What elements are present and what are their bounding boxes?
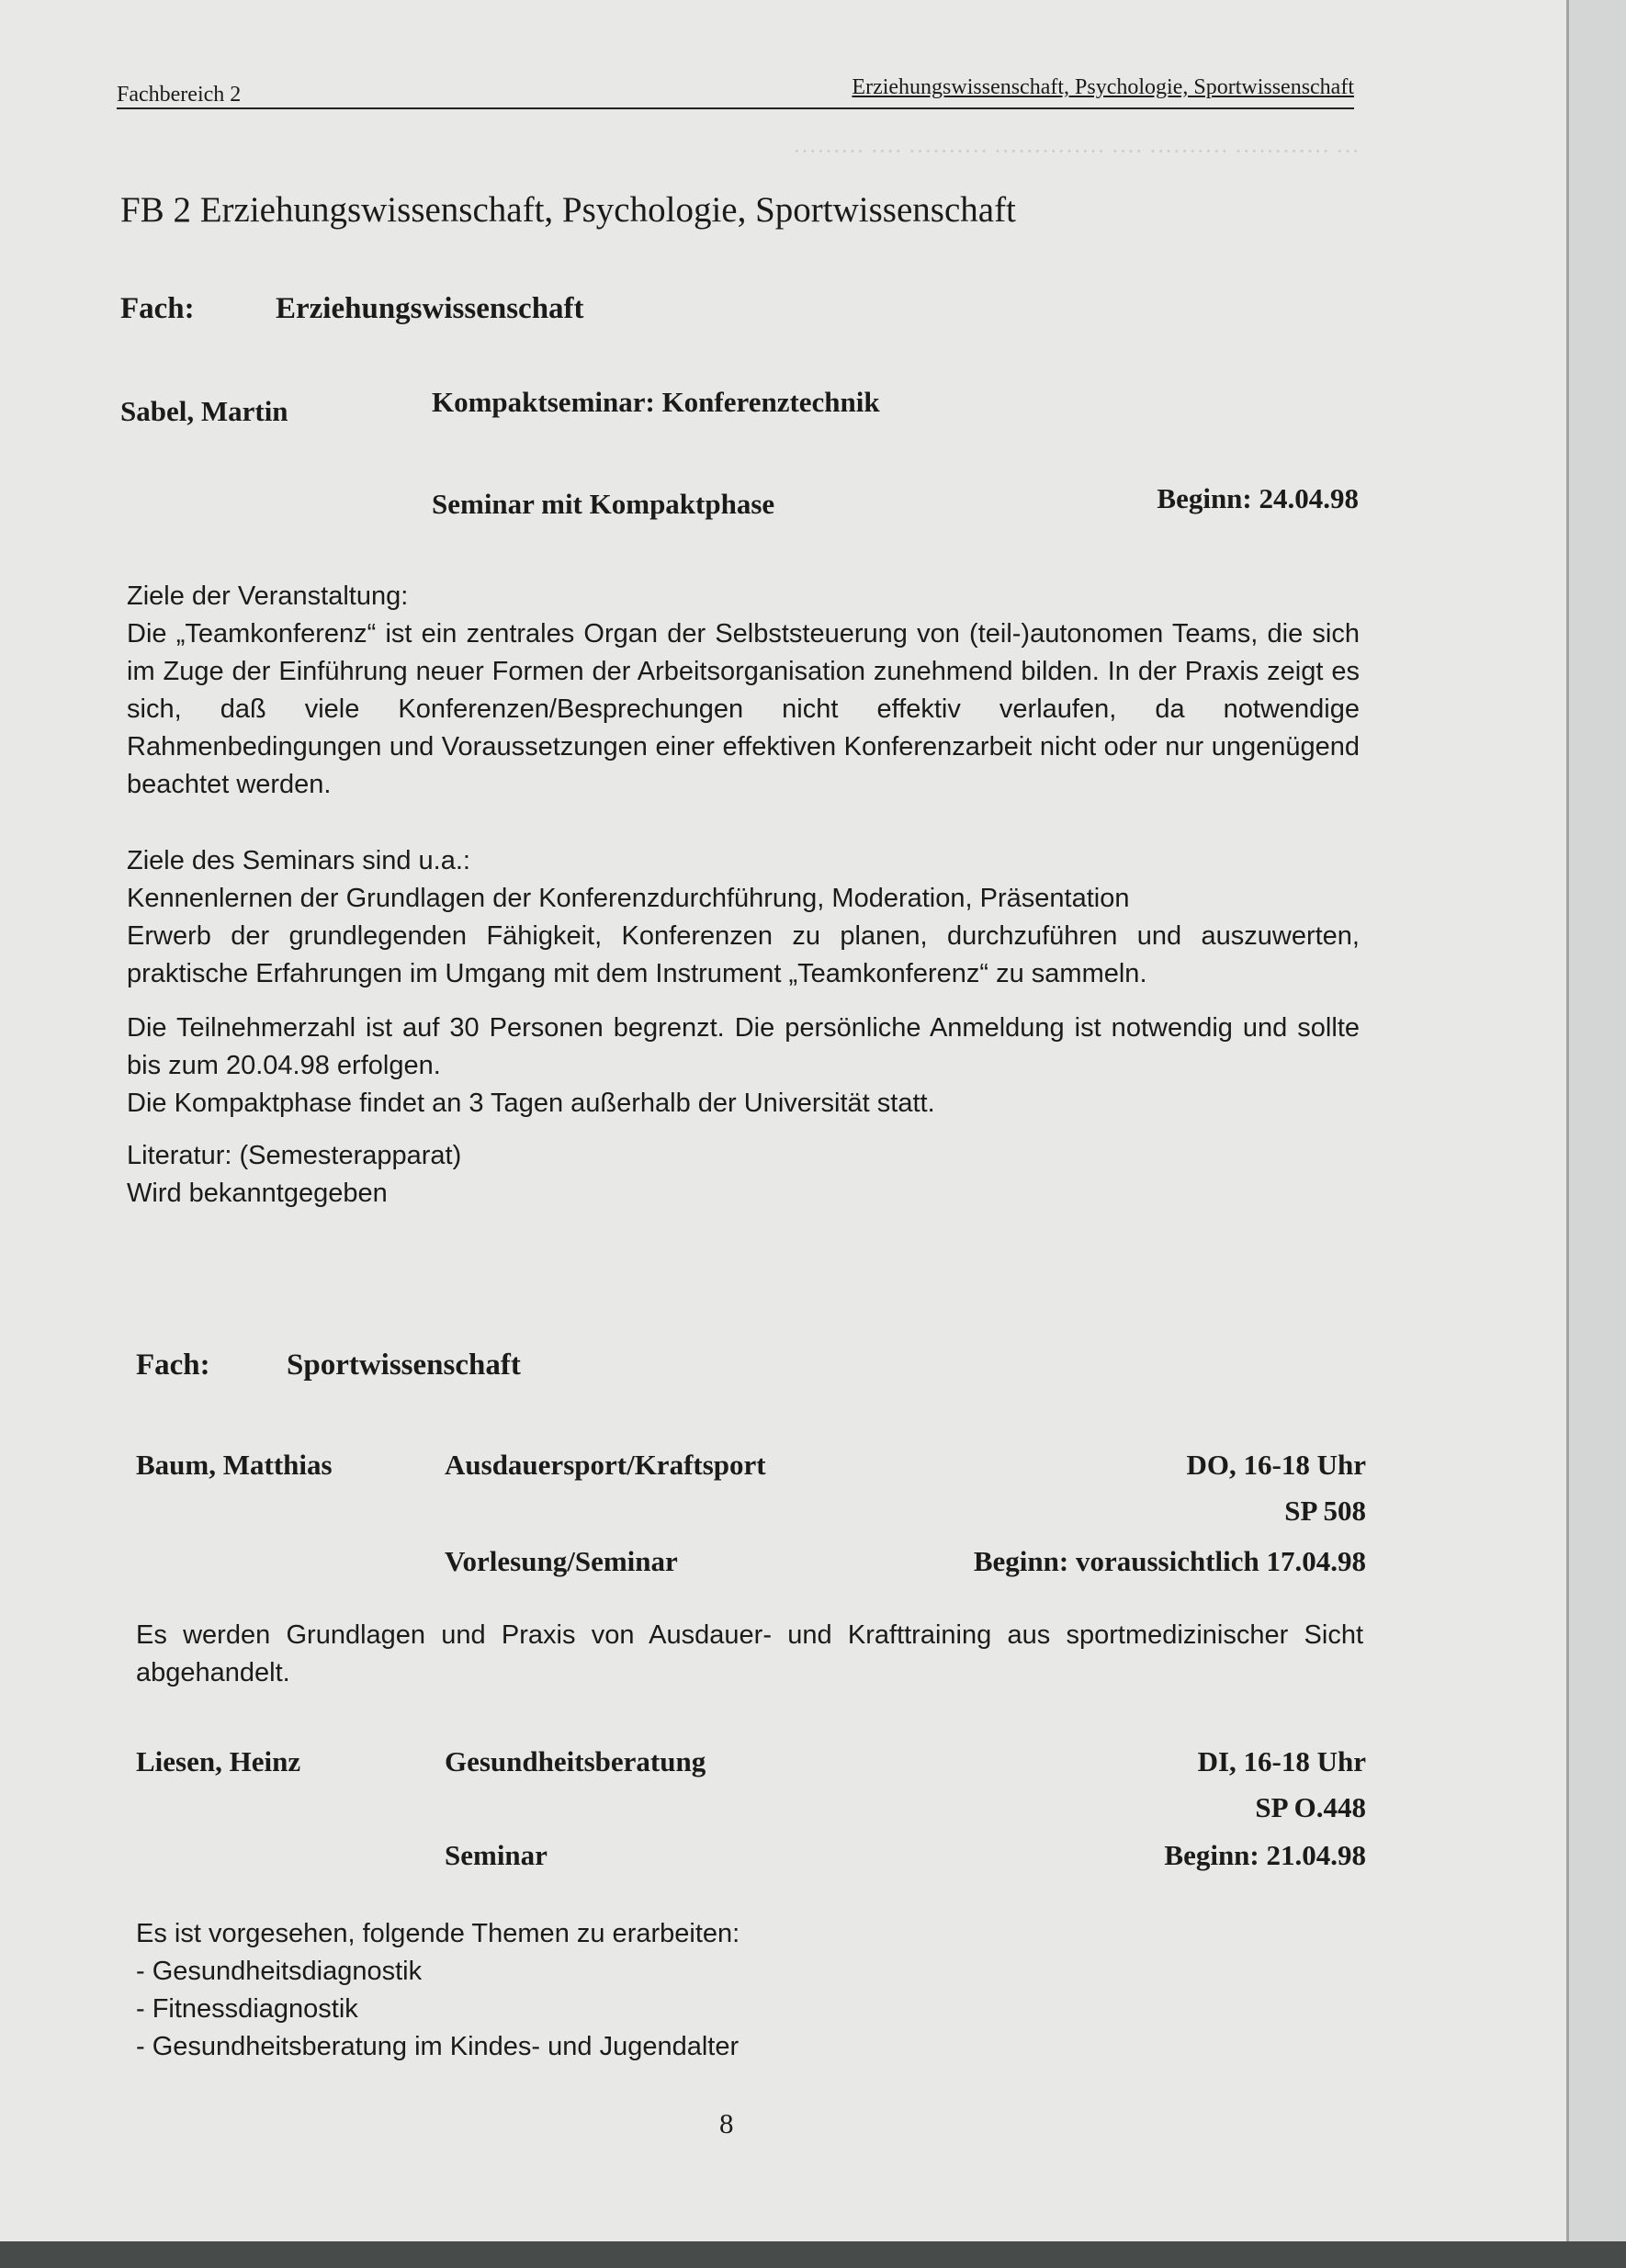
course-lecturer: Liesen, Heinz (136, 1745, 301, 1777)
fach-label: Fach: (136, 1348, 210, 1382)
course-lecturer: Sabel, Martin (120, 395, 288, 427)
bleed-through-decoration: ··· ············ ·········· ···· ·············· ·········· ···· ········· (793, 138, 1360, 164)
course-type: Seminar (445, 1839, 548, 1871)
compact-note: Die Kompaktphase findet an 3 Tagen außerhalb der Universität statt. (127, 1089, 935, 1118)
topics-intro: Es ist vorgesehen, folgende Themen zu erarbeiten: (136, 1919, 740, 1948)
literature: Literatur: (Semesterapparat) (127, 1141, 462, 1170)
header-right: Erziehungswissenschaft, Psychologie, Sportwissenschaft (852, 75, 1354, 99)
scan-border (0, 2241, 1626, 2268)
course-title: Kompaktseminar: Konferenztechnik (432, 386, 880, 418)
topic-item: - Fitnessdiagnostik (136, 1994, 358, 2024)
course-start: Beginn: 24.04.98 (1157, 482, 1359, 514)
fach-label: Fach: (120, 292, 195, 325)
participants-note: Die Teilnehmerzahl ist auf 30 Personen begrenzt. Die persönliche Anmeldung ist notwendig und sollte bis zum 20.04.98 erfolgen. (127, 1013, 1360, 1080)
seminar-goal: Kennenlernen der Grundlagen der Konferenzdurchführung, Moderation, Präsentation (127, 884, 1130, 913)
course-lecturer: Baum, Matthias (136, 1449, 333, 1481)
fach-subject: Sportwissenschaft (287, 1348, 521, 1382)
description-text: Es werden Grundlagen und Praxis von Ausdauer- und Krafttraining aus sportmedizinischer Sicht abgehandelt. (136, 1620, 1363, 1687)
course-room: SP 508 (1284, 1495, 1366, 1527)
course-title: Ausdauersport/Kraftsport (445, 1449, 766, 1481)
header-left: Fachbereich 2 (117, 83, 242, 107)
course-type: Seminar mit Kompaktphase (432, 488, 775, 520)
course-title: Gesundheitsberatung (445, 1745, 706, 1777)
topic-item: - Gesundheitsdiagnostik (136, 1957, 423, 1986)
page-edge (1566, 0, 1626, 2268)
goals-text: Die „Teamkonferenz“ ist ein zentrales Organ der Selbststeuerung von (teil-)autonomen Teams, die sich im Zuge der Einführung neuer Formen der Arbeitsorganisation zunehmend bilden. In der Praxis zeigt es sich, daß viele Konferenzen/Besprechungen nicht effektiv verlaufen, da notwendige Rahmenbedingungen und Voraussetzungen einer effektiven Konferenzarbeit nicht oder nur ungenügend beachtet werden. (127, 619, 1360, 799)
seminar-goal: Erwerb der grundlegenden Fähigkeit, Konferenzen zu planen, durchzuführen und auszuwerten, praktische Erfahrungen im Umgang mit dem Instrument „Teamkonferenz“ zu sammeln. (127, 921, 1360, 988)
course-description (136, 1915, 1363, 2066)
section-title: FB 2 Erziehungswissenschaft, Psychologie, Sportwissenschaft (120, 190, 1016, 230)
literature-note: Wird bekanntgegeben (127, 1179, 388, 1208)
course-room: SP O.448 (1255, 1791, 1366, 1823)
course-time: DI, 16-18 Uhr (1197, 1745, 1366, 1777)
course-time: DO, 16-18 Uhr (1186, 1449, 1366, 1481)
course-description (127, 578, 1360, 1213)
page-number: 8 (719, 2107, 734, 2139)
seminar-goals-heading: Ziele des Seminars sind u.a.: (127, 846, 470, 875)
topic-item: - Gesundheitsberatung im Kindes- und Jugendalter (136, 2032, 740, 2061)
course-type: Vorlesung/Seminar (445, 1545, 678, 1577)
course-start: Beginn: voraussichtlich 17.04.98 (973, 1545, 1366, 1577)
goals-heading: Ziele der Veranstaltung: (127, 581, 409, 611)
course-start: Beginn: 21.04.98 (1164, 1839, 1366, 1871)
fach-subject: Erziehungswissenschaft (276, 292, 584, 325)
course-description (136, 1617, 1363, 1692)
header-rule (117, 107, 1354, 109)
